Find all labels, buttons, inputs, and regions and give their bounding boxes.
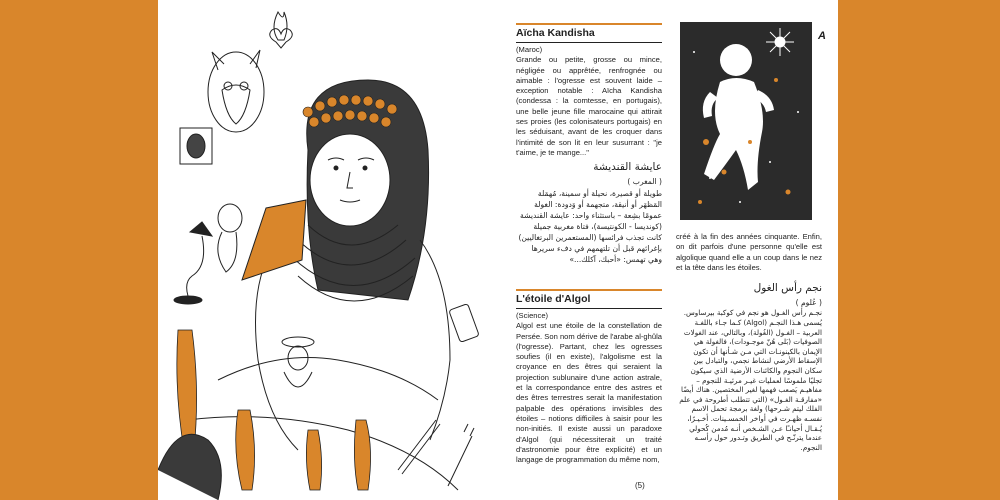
entry-origin: (Science) [516,311,549,320]
entry-aicha-kandisha [516,23,662,265]
flaming-heart-icon [270,12,293,48]
aicha-kandisha-illustration [158,0,500,500]
man-with-hat [282,337,314,387]
title-underline [516,42,662,43]
dog-portrait [208,50,264,132]
illustration-page [158,0,500,500]
lamp [174,222,212,304]
entry-text-ar: طويلة أو قصيرة، نحيلة أو سمينة، مُهمَلة المَظهَر أو أنيقة، متجهمة أو وَدودة: الغولة عمومًا بشِعة – باستثناء واحد: عايشة القنديشة (كونديسا - الكونتيسة)، فتاة مغربية جميلة كانت تجذب فرائسها (المستعمرين البرتغاليين) بإغرائهم قبل أن تلتهمهم في دفء سريرها وهي تهمس: «أحبك، آكلك...» [518,188,662,264]
entry-origin-ar: ( عُلوم ) [795,298,822,308]
entry-title: L'étoile d'Algol [516,293,591,305]
entry-etoile-algol [516,289,662,465]
mobile-phone [449,304,479,343]
title-underline [516,308,662,309]
sun-star-icon [766,28,794,56]
page-number: (5) [635,481,645,490]
entry-text-fr: Algol est une étoile de la constellation de Persée. Son nom dérive de l'arabe al-ghûla (l'ogresse). Partant, chez les ogresses soufies (il en existe), l'algolisme est la croyance en des êtres qui seraient la projection sublunaire d'une action astrale, et la correspondance entre des astres et des êtres terrestres serait la manifestation palpable des opérations invisibles des étoiles – notions difficiles à saisir pour les non-initiés. Il existe aussi un paradoxe d'Algol (qui nécessiterait un traité d'astronomie pour être explicité) et un langage de programmation du même nom, [516,321,662,465]
entry-text-fr-continued: créé à la fin des années cinquante. Enfin, on dit parfois d'une personne qu'elle est algolique quand elle a un coup dans le nez et la tête dans les étoiles. [676,232,822,272]
star-figure-drawing [680,22,812,220]
entry-text-ar: نجـم رأس الغـول هو نجم في كوكبة بيرساوس. يُسمى هـذا النجـم (Algol) كـما جـاء باللغـة العربية – الغـول (الغُولة)، وبالتالي، عند الغولات الصوفيات (بَلى هُنّ موجـودات)، فالغولة هي الإيمان بالكينونـات التي مـن شـأنها أن تكون الإسقاط الأرضي لنشاط نجمي، والتبادل بين سكان النجوم والكائنات الأرضية الذي سيكون تجليًا ملموسًا لعمليات غيـر مرئيـة للنجوم – مفاهيـم يَصعب فهمها لغير المختصين. هناك أيضًا «مفارقـة الغـول» (التي تتطلب أطروحة في علم الفلك ليتم شـرحها) ولغة برمجة تحمل الاسم نفسـه ظهـرت في أواخر الخمسـينات. أخـيـرًا، يُـقـال أحيانـًا عـن الشـخص أنـه مُدمن كُحولي عندما يترنّـح في الطريق وتـدور حول رأسـه النجوم. [679,308,822,452]
entry-origin-ar: ( المغرب ) [627,177,662,187]
entry-title: Aïcha Kandisha [516,27,595,39]
knife [398,420,440,474]
section-tab-letter: A [818,30,826,42]
right-margin-band [838,0,1000,500]
left-margin-band [0,0,158,500]
entry-etoile-algol-continued [676,232,822,452]
entry-title-ar: نجم رأس الغول [753,282,822,295]
entry-title-ar: عايشة القنديشة [593,161,662,174]
star-illustration [680,22,812,220]
fork [448,424,474,486]
entry-origin: (Maroc) [516,45,543,54]
entry-text-fr: Grande ou petite, grosse ou mince, négligée ou apprêtée, renfrognée ou aimable : l'ogresse est souvent laide – exception notable : Aïcha Kandisha (condessa : la comtesse, en portugais), une belle jeune fille marocaine qui attirait ses proies (les colonisateurs portugais) en les séduisant, avant de les croquer dans l'intimité de son lit en leur susurrant : "je t'aime, je te mange..." [516,55,662,157]
